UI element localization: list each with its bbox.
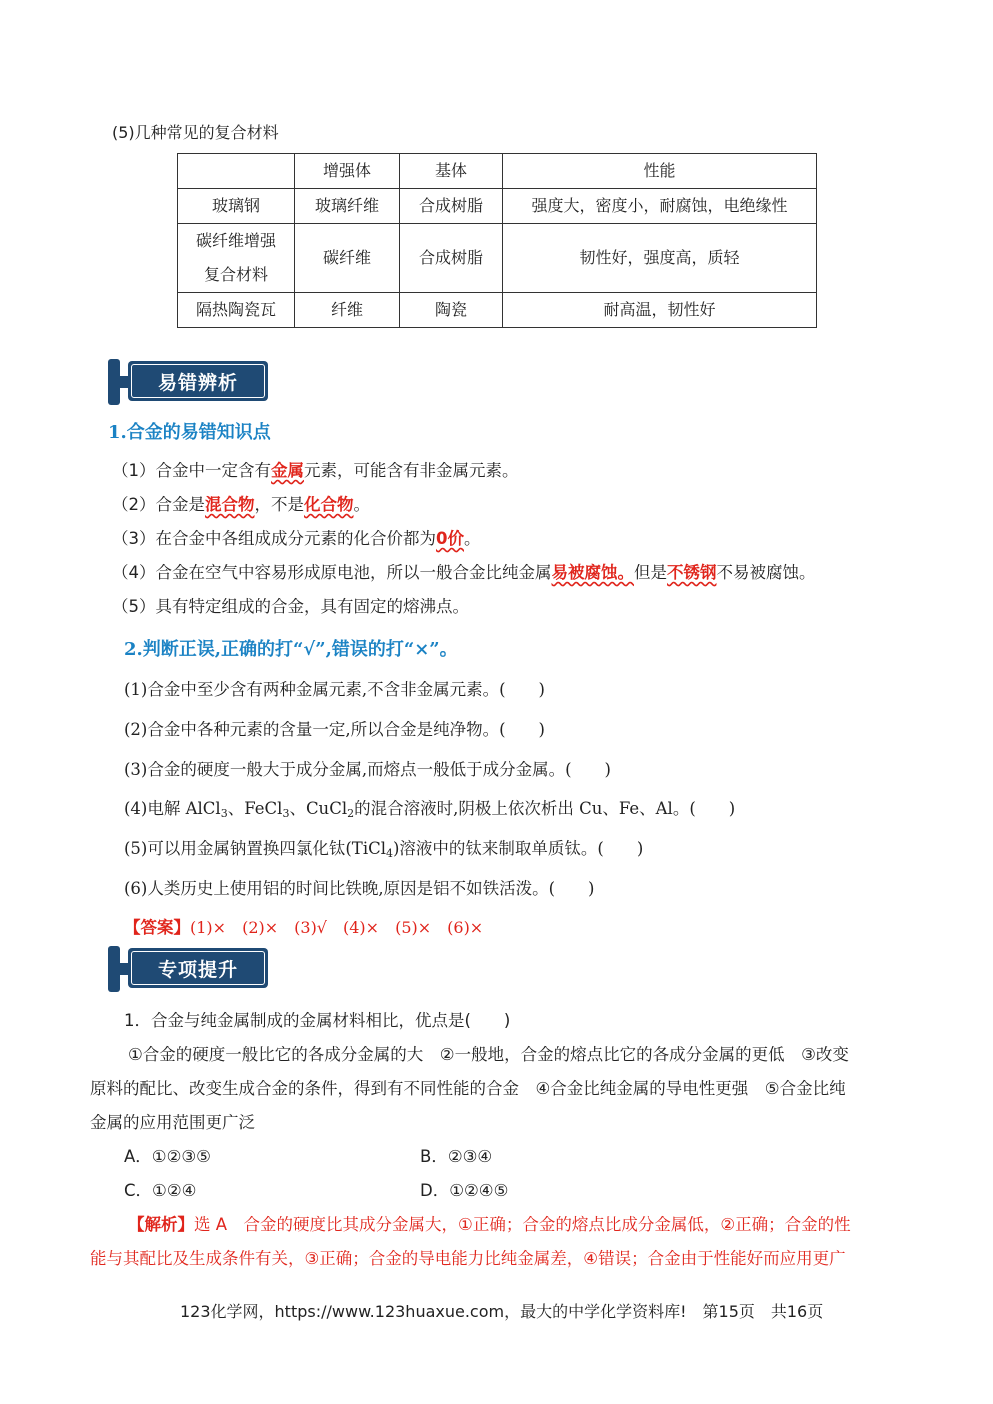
- analysis-line: 能与其配比及生成条件有关，③正确；合金的导电能力比纯金属差，④错误；合金由于性能好而应用更广: [90, 1249, 846, 1268]
- banner-label: 专项提升: [131, 951, 265, 985]
- knowledge-point: [112, 457, 519, 481]
- answer-label: 【答案】: [124, 918, 190, 937]
- table-cell: 碳纤维: [295, 224, 400, 293]
- text: 。: [353, 495, 370, 514]
- table-header-cell: 增强体: [295, 154, 400, 189]
- text: （2）合金是: [112, 495, 205, 514]
- text: （4）合金在空气中容易形成原电池，所以一般合金比纯金属: [112, 563, 552, 582]
- page-footer: 123化学网，https://www.123huaxue.com，最大的中学化学资料库! 第15页 共16页: [180, 1302, 824, 1321]
- text: ，不是: [254, 495, 304, 514]
- analysis-line: [128, 1211, 851, 1235]
- table-cell-line: 碳纤维增强: [195, 231, 276, 250]
- option-d: D．①②④⑤: [420, 1181, 509, 1200]
- section-banner-special-improvement: [108, 946, 268, 992]
- question-body-line: 金属的应用范围更广泛: [90, 1113, 255, 1132]
- text: )溶液中的钛来制取单质钛。( ): [393, 839, 644, 858]
- text: 元素，可能含有非金属元素。: [304, 461, 519, 480]
- text: 、FeCl: [227, 799, 283, 818]
- key-term: 0价: [436, 529, 464, 548]
- question-body-line: ①合金的硬度一般比它的各成分金属的大 ②一般地，合金的熔点比它的各成分金属的更低 ③改变: [128, 1045, 849, 1064]
- table-cell: [178, 224, 295, 293]
- knowledge-point: [112, 559, 816, 583]
- question-body-line: 原料的配比、改变生成合金的条件，得到有不同性能的合金 ④合金比纯金属的导电性更强 ⑤合金比纯: [90, 1079, 846, 1098]
- text: 但是: [634, 563, 667, 582]
- section-banner-error-analysis: [108, 359, 268, 405]
- table-cell: 合成树脂: [400, 189, 503, 224]
- analysis-label: 【解析】: [128, 1215, 194, 1234]
- table-cell: 玻璃钢: [178, 189, 295, 224]
- judge-question: (1)合金中至少含有两种金属元素,不含非金属元素。( ): [124, 680, 545, 699]
- text: （3）在合金中各组成成分元素的化合价都为: [112, 529, 436, 548]
- knowledge-point: （5）具有特定组成的合金，具有固定的熔沸点。: [112, 597, 469, 616]
- table-heading: (5)几种常见的复合材料: [112, 123, 279, 142]
- text: 不易被腐蚀。: [716, 563, 816, 582]
- subscript: 2: [347, 807, 355, 820]
- table-header-cell: 基体: [400, 154, 503, 189]
- table-row: [178, 189, 817, 224]
- text: 。: [463, 529, 481, 548]
- table-cell-line: 复合材料: [203, 265, 268, 284]
- text: （1）合金中一定含有: [112, 461, 271, 480]
- table-row: [178, 293, 817, 328]
- table-header-row: [178, 154, 817, 189]
- knowledge-point: [112, 491, 370, 515]
- table-cell: 强度大，密度小，耐腐蚀，电绝缘性: [503, 189, 817, 224]
- option-b: B．②③④: [420, 1147, 493, 1166]
- option-a: A．①②③⑤: [124, 1147, 211, 1166]
- key-term: 易被腐蚀。: [551, 563, 634, 582]
- text: 的混合溶液时,阴极上依次析出 Cu、Fe、Al。( ): [354, 799, 736, 818]
- table-header-cell: [178, 154, 295, 189]
- table-cell: 合成树脂: [400, 224, 503, 293]
- judge-question: [124, 835, 643, 860]
- table-cell: 耐高温，韧性好: [503, 293, 817, 328]
- table-cell: 陶瓷: [400, 293, 503, 328]
- key-term: 金属: [271, 461, 304, 480]
- banner-plate: [128, 361, 268, 401]
- judge-question: (6)人类历史上使用铝的时间比铁晚,原因是铝不如铁活泼。( ): [124, 879, 595, 898]
- text: 、CuCl: [289, 799, 348, 818]
- judge-question: (3)合金的硬度一般大于成分金属,而熔点一般低于成分金属。( ): [124, 760, 611, 779]
- judge-question: [124, 795, 735, 820]
- table-cell: 韧性好，强度高，质轻: [503, 224, 817, 293]
- table-cell: 隔热陶瓷瓦: [178, 293, 295, 328]
- table-header-cell: 性能: [503, 154, 817, 189]
- banner-label: 易错辨析: [131, 364, 265, 398]
- text: (4)电解 AlCl: [124, 799, 221, 818]
- key-term: 化合物: [304, 495, 354, 514]
- section-title: 2.判断正误,正确的打“√”,错误的打“×”。: [124, 639, 458, 660]
- subscript: 3: [282, 807, 290, 820]
- banner-plate: [128, 948, 268, 988]
- section-title: 1.合金的易错知识点: [108, 422, 271, 443]
- analysis-text: 选 A 合金的硬度比其成分金属大，①正确；合金的熔点比成分金属低，②正确；合金的性: [194, 1215, 851, 1234]
- table-cell: 玻璃纤维: [295, 189, 400, 224]
- option-c: C．①②④: [124, 1181, 197, 1200]
- text: (5)可以用金属钠置换四氯化钛(TiCl: [124, 839, 386, 858]
- knowledge-point: [112, 525, 480, 549]
- judge-question: (2)合金中各种元素的含量一定,所以合金是纯净物。( ): [124, 720, 545, 739]
- answer-text: (1)× (2)× (3)√ (4)× (5)× (6)×: [190, 918, 484, 937]
- subscript: 3: [220, 807, 228, 820]
- key-term: 不锈钢: [667, 563, 717, 582]
- practice-question: 1．合金与纯金属制成的金属材料相比，优点是( ): [124, 1011, 511, 1030]
- answer-line: [124, 914, 483, 938]
- composite-materials-table: [177, 153, 817, 328]
- table-row: [178, 224, 817, 293]
- subscript: 4: [386, 847, 393, 860]
- key-term: 混合物: [205, 495, 255, 514]
- table-cell: 纤维: [295, 293, 400, 328]
